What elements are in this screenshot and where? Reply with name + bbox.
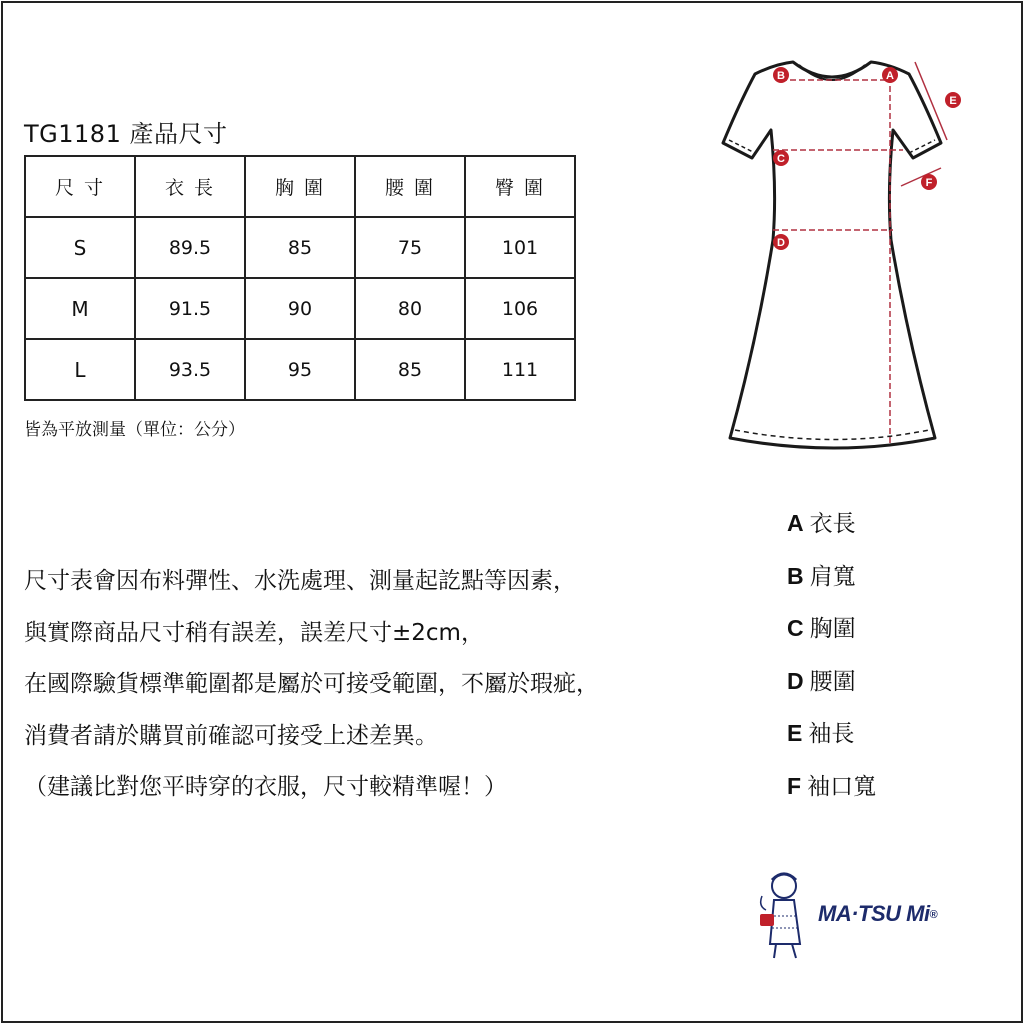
legend-letter: B: [787, 562, 804, 589]
cell-hip: 101: [465, 217, 575, 278]
header-length: 衣長: [135, 156, 245, 217]
cell-chest: 85: [245, 217, 355, 278]
cell-waist: 75: [355, 217, 465, 278]
marker-c-icon: [773, 150, 789, 166]
cell-size: L: [25, 339, 135, 400]
legend-letter: E: [787, 720, 803, 746]
cell-chest: 95: [245, 339, 355, 400]
disclaimer-line: 在國際驗貨標準範圍都是屬於可接受範圍，不屬於瑕疵，: [24, 671, 599, 697]
measurement-legend: [787, 498, 876, 813]
legend-label: 袖口寬: [807, 773, 877, 800]
disclaimer-line: 尺寸表會因布料彈性、水洗處理、測量起訖點等因素，: [24, 568, 576, 594]
svg-text:C: C: [777, 153, 785, 165]
dress-outline: [723, 62, 941, 448]
legend-label: 袖長: [808, 721, 855, 747]
cell-hip: 111: [465, 339, 575, 400]
legend-item: [787, 498, 876, 551]
disclaimer-line: 與實際商品尺寸稍有誤差，誤差尺寸±2cm，: [24, 619, 484, 646]
measurement-note: 皆為平放測量（單位：公分）: [24, 420, 245, 440]
legend-item: [787, 603, 876, 656]
svg-text:E: E: [949, 95, 957, 107]
table-row: [25, 278, 575, 339]
cell-length: 89.5: [135, 217, 245, 278]
disclaimer-line: （建議比對您平時穿的衣服，尺寸較精準喔！）: [24, 774, 507, 800]
legend-letter: D: [787, 667, 804, 694]
cell-size: S: [25, 217, 135, 278]
legend-item: [787, 656, 876, 709]
header-chest: 胸圍: [245, 156, 355, 217]
marker-a-icon: [882, 67, 898, 83]
table-row: [25, 339, 575, 400]
svg-text:F: F: [925, 177, 933, 189]
table-header-row: [25, 156, 575, 217]
registered-mark: ®: [929, 909, 938, 922]
disclaimer-paragraph: [24, 556, 599, 814]
cell-size: M: [25, 278, 135, 339]
header-size: 尺寸: [25, 156, 135, 217]
legend-label: 衣長: [809, 511, 856, 537]
legend-item: [787, 551, 876, 604]
legend-item: [787, 761, 876, 814]
legend-letter: C: [787, 615, 804, 641]
cell-waist: 85: [355, 339, 465, 400]
legend-label: 胸圍: [809, 616, 856, 642]
header-waist: 腰圍: [355, 156, 465, 217]
header-hip: 臀圍: [465, 156, 575, 217]
cell-hip: 106: [465, 278, 575, 339]
svg-text:D: D: [777, 237, 785, 249]
legend-item: [787, 708, 876, 761]
page-title: TG1181 產品尺寸: [24, 120, 228, 148]
cell-length: 93.5: [135, 339, 245, 400]
legend-letter: F: [787, 772, 802, 799]
cell-chest: 90: [245, 278, 355, 339]
cell-waist: 80: [355, 278, 465, 339]
legend-label: 腰圍: [809, 668, 856, 695]
marker-b-icon: [773, 67, 789, 83]
marker-d-icon: [773, 234, 789, 250]
legend-label: 肩寬: [809, 563, 856, 590]
disclaimer-line: 消費者請於購買前確認可接受上述差異。: [24, 722, 438, 749]
dress-diagram: [715, 40, 975, 460]
marker-f-icon: [921, 174, 937, 190]
brand-wordmark: [818, 901, 937, 927]
legend-letter: A: [787, 510, 804, 536]
svg-text:B: B: [777, 70, 785, 82]
table-row: [25, 217, 575, 278]
marker-e-icon: [945, 92, 961, 108]
cell-length: 91.5: [135, 278, 245, 339]
brand-mascot-logo: [752, 866, 816, 966]
brand-name: MA·TSU Mi: [818, 901, 930, 926]
svg-text:A: A: [886, 70, 894, 82]
size-table: [24, 155, 576, 401]
